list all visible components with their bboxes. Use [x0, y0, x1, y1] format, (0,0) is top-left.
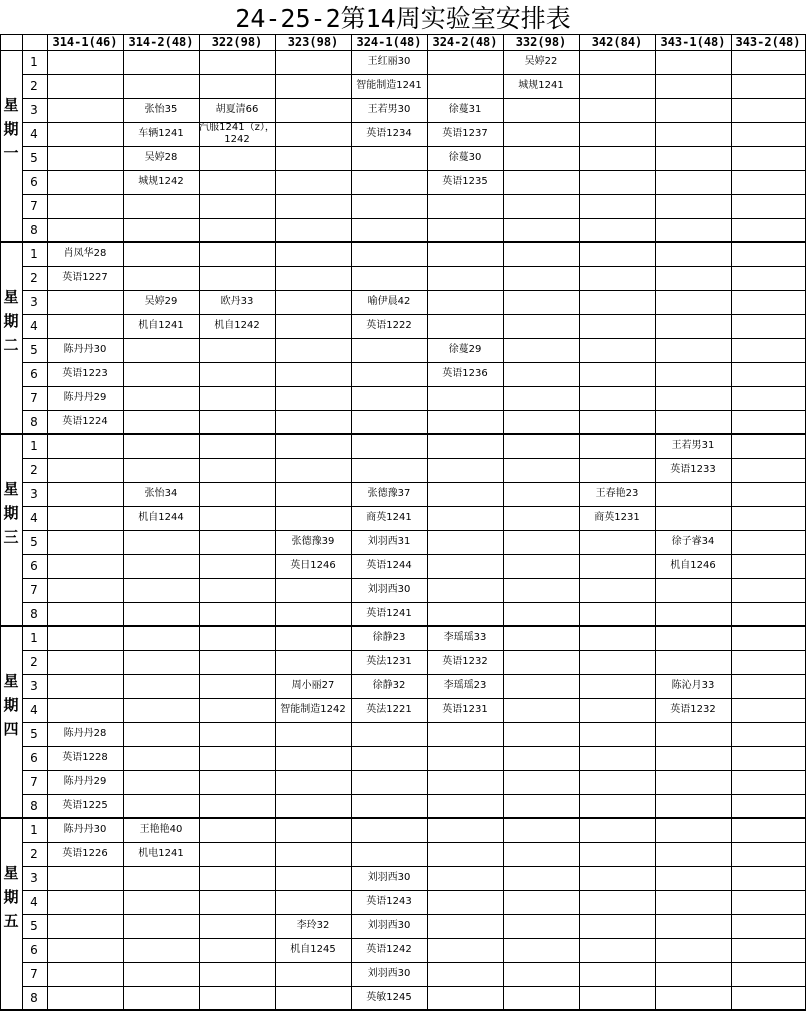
- schedule-cell: 陈丹丹28: [63, 728, 107, 739]
- day-label-char: 星: [3, 672, 19, 690]
- period-divider: [22, 410, 805, 411]
- room-header: 322(98): [211, 35, 263, 49]
- schedule-cell: 英语1234: [366, 128, 412, 139]
- period-number: 6: [30, 751, 38, 765]
- schedule-cell: 李瑶瑶23: [443, 680, 487, 691]
- schedule-cell: 英语1237: [442, 128, 488, 139]
- day-label-char: 期: [3, 888, 19, 906]
- schedule-cell: 刘羽西30: [367, 584, 411, 595]
- period-divider: [22, 266, 805, 267]
- day-label-char: 星: [3, 864, 19, 882]
- schedule-cell: 机电1241: [138, 848, 184, 859]
- day-label-char: 期: [3, 312, 19, 330]
- schedule-cell: 智能制造1242: [280, 704, 346, 715]
- period-divider: [22, 218, 805, 219]
- schedule-cell: 徐子睿34: [671, 536, 715, 547]
- period-number: 8: [30, 991, 38, 1005]
- day-label-char: 期: [3, 120, 19, 138]
- schedule-cell: 李瑶瑶33: [443, 632, 487, 643]
- schedule-cell: 徐蔓31: [448, 104, 482, 115]
- period-number: 1: [30, 823, 38, 837]
- period-number: 6: [30, 367, 38, 381]
- schedule-cell: 英法1221: [366, 704, 412, 715]
- schedule-cell: 刘羽西31: [367, 536, 411, 547]
- schedule-cell: 英语1223: [62, 368, 108, 379]
- period-number: 2: [30, 79, 38, 93]
- schedule-cell: 吴婷28: [144, 152, 178, 163]
- schedule-cell: 徐静32: [372, 680, 406, 691]
- column-divider: [199, 34, 200, 1010]
- schedule-cell: 机自1246: [670, 560, 716, 571]
- period-number: 2: [30, 655, 38, 669]
- period-number: 7: [30, 967, 38, 981]
- period-divider: [22, 794, 805, 795]
- period-number: 8: [30, 415, 38, 429]
- room-header: 332(98): [515, 35, 567, 49]
- schedule-cell: 英敏1245: [366, 992, 412, 1003]
- period-number: 3: [30, 871, 38, 885]
- period-number: 7: [30, 199, 38, 213]
- schedule-cell: 张德豫39: [291, 536, 335, 547]
- schedule-cell: 英语1228: [62, 752, 108, 763]
- schedule-cell: 英日1246: [290, 560, 336, 571]
- schedule-cell: 英语1241: [366, 608, 412, 619]
- day-label: [0, 674, 22, 746]
- schedule-cell: 英语1231: [442, 704, 488, 715]
- period-divider: [22, 386, 805, 387]
- period-number: 2: [30, 463, 38, 477]
- schedule-cell: 徐蔓30: [448, 152, 482, 163]
- period-number: 4: [30, 319, 38, 333]
- period-number: 7: [30, 583, 38, 597]
- schedule-cell: 英语1222: [366, 320, 412, 331]
- schedule-cell: 英语1235: [442, 176, 488, 187]
- schedule-cell: 欧丹33: [220, 296, 254, 307]
- schedule-cell: 刘羽西30: [367, 968, 411, 979]
- schedule-cell: 张德豫37: [367, 488, 411, 499]
- period-divider: [22, 362, 805, 363]
- schedule-cell: 王艳艳40: [139, 824, 183, 835]
- schedule-cell: 陈丹丹30: [63, 344, 107, 355]
- schedule-cell: 吴婷29: [144, 296, 178, 307]
- schedule-cell: 英语1226: [62, 848, 108, 859]
- period-number: 2: [30, 271, 38, 285]
- day-label-char: 二: [3, 336, 19, 354]
- period-number: 4: [30, 511, 38, 525]
- schedule-cell: 商英1231: [594, 512, 640, 523]
- room-header: 343-1(48): [660, 35, 726, 49]
- schedule-cell: 徐静23: [372, 632, 406, 643]
- day-label-char: 星: [3, 96, 19, 114]
- period-number: 2: [30, 847, 38, 861]
- period-number: 5: [30, 343, 38, 357]
- period-number: 5: [30, 919, 38, 933]
- schedule-cell: 机自1244: [138, 512, 184, 523]
- schedule-cell: 张怡34: [144, 488, 178, 499]
- schedule-cell: 商英1241: [366, 512, 412, 523]
- period-divider: [22, 746, 805, 747]
- period-number: 7: [30, 391, 38, 405]
- period-number: 3: [30, 679, 38, 693]
- schedule-cell: 英语1242: [366, 944, 412, 955]
- period-number: 4: [30, 895, 38, 909]
- schedule-cell: 机自1242: [214, 320, 260, 331]
- schedule-cell: 胡夏清66: [215, 104, 259, 115]
- schedule-cell: 英语1224: [62, 416, 108, 427]
- schedule-cell: 陈沁月33: [671, 680, 715, 691]
- period-number: 6: [30, 943, 38, 957]
- period-divider: [22, 770, 805, 771]
- schedule-cell: 机自1245: [290, 944, 336, 955]
- day-label-char: 星: [3, 480, 19, 498]
- period-number: 5: [30, 151, 38, 165]
- room-header: 323(98): [287, 35, 339, 49]
- room-header: 314-2(48): [128, 35, 194, 49]
- schedule-cell: 刘羽西30: [367, 920, 411, 931]
- schedule-cell: 车辆1241: [138, 128, 184, 139]
- period-number: 3: [30, 103, 38, 117]
- day-label: [0, 866, 22, 938]
- room-header: 324-1(48): [356, 35, 422, 49]
- schedule-cell: 城规1242: [138, 176, 184, 187]
- period-number: 1: [30, 439, 38, 453]
- column-divider: [731, 34, 732, 1010]
- schedule-cell: 李玲32: [296, 920, 330, 931]
- period-number: 7: [30, 775, 38, 789]
- day-label-char: 星: [3, 288, 19, 306]
- period-number: 6: [30, 175, 38, 189]
- room-header: 342(84): [591, 35, 643, 49]
- schedule-cell: 张怡35: [144, 104, 178, 115]
- room-header: 314-1(46): [52, 35, 118, 49]
- schedule-cell: 英语1236: [442, 368, 488, 379]
- schedule-cell: 喻伊晨42: [367, 296, 411, 307]
- schedule-cell: 英语1243: [366, 896, 412, 907]
- period-number: 5: [30, 535, 38, 549]
- period-number: 4: [30, 703, 38, 717]
- schedule-cell: 王若男30: [367, 104, 411, 115]
- day-label-char: 期: [3, 696, 19, 714]
- day-label-char: 三: [3, 528, 19, 546]
- day-label-char: 一: [3, 144, 19, 162]
- schedule-cell: 周小丽27: [291, 680, 335, 691]
- day-label-char: 期: [3, 504, 19, 522]
- schedule-cell: 英语1232: [442, 656, 488, 667]
- day-label-char: 四: [3, 720, 19, 738]
- period-number: 8: [30, 607, 38, 621]
- day-label-char: 五: [3, 912, 19, 930]
- schedule-cell: 英语1232: [670, 704, 716, 715]
- schedule-cell: 王春艳23: [595, 488, 639, 499]
- schedule-cell: 智能制造1241: [356, 80, 422, 91]
- schedule-cell: 英法1231: [366, 656, 412, 667]
- period-divider: [22, 194, 805, 195]
- column-divider: [503, 34, 504, 1010]
- schedule-cell: 王红丽30: [367, 56, 411, 67]
- period-number: 4: [30, 127, 38, 141]
- room-header: 324-2(48): [432, 35, 498, 49]
- schedule-cell: 陈丹丹29: [63, 392, 107, 403]
- period-number: 5: [30, 727, 38, 741]
- period-number: 1: [30, 247, 38, 261]
- schedule-cell: 机自1241: [138, 320, 184, 331]
- schedule-cell: 刘羽西30: [367, 872, 411, 883]
- room-header: 343-2(48): [735, 35, 801, 49]
- day-label: [0, 482, 22, 554]
- page-title: 24-25-2第14周实验室安排表: [235, 4, 571, 33]
- period-divider: [22, 722, 805, 723]
- schedule-cell: 肖凤华28: [63, 248, 107, 259]
- schedule-cell: 城规1241: [518, 80, 564, 91]
- period-number: 1: [30, 55, 38, 69]
- schedule-cell: 汽服1241（z），1242: [199, 122, 275, 145]
- period-number: 8: [30, 223, 38, 237]
- period-number: 3: [30, 487, 38, 501]
- schedule-cell: 英语1227: [62, 272, 108, 283]
- period-number: 3: [30, 295, 38, 309]
- day-label: [0, 98, 22, 170]
- column-divider: [655, 34, 656, 1010]
- day-label: [0, 290, 22, 362]
- period-number: 6: [30, 559, 38, 573]
- schedule-cell: 英语1244: [366, 560, 412, 571]
- schedule-cell: 陈丹丹30: [63, 824, 107, 835]
- period-divider: [22, 338, 805, 339]
- schedule-cell: 陈丹丹29: [63, 776, 107, 787]
- period-number: 8: [30, 799, 38, 813]
- period-number: 1: [30, 631, 38, 645]
- schedule-cell: 徐蔓29: [448, 344, 482, 355]
- schedule-cell: 王若男31: [671, 440, 715, 451]
- schedule-cell: 吴婷22: [524, 56, 558, 67]
- column-divider: [275, 34, 276, 1010]
- schedule-cell: 英语1225: [62, 800, 108, 811]
- schedule-cell: 英语1233: [670, 464, 716, 475]
